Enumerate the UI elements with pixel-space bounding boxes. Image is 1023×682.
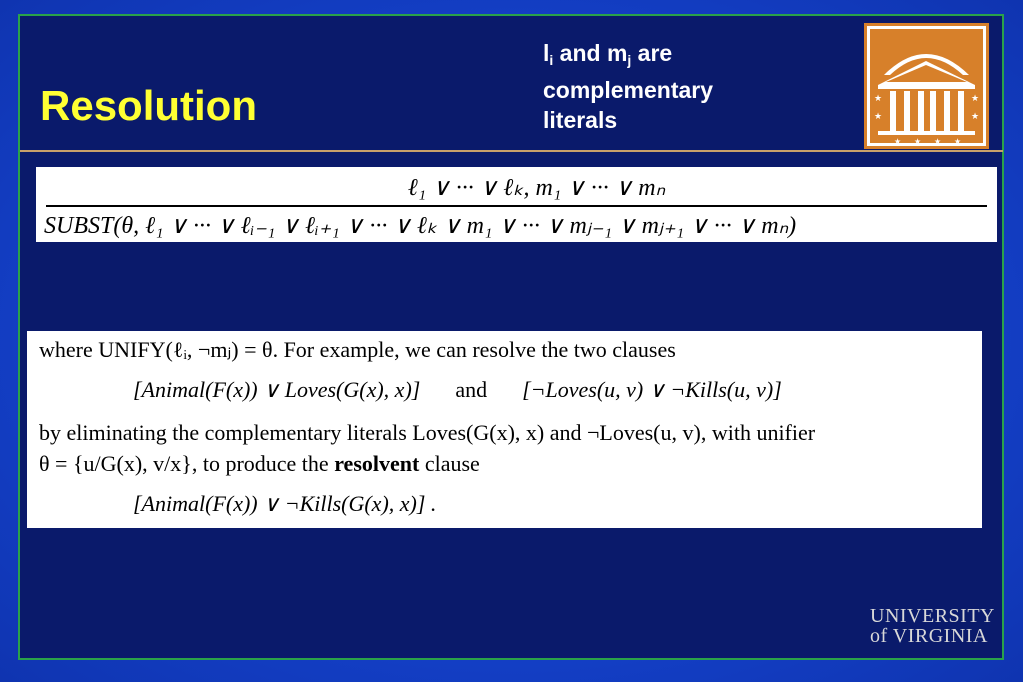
uva-line-1: UNIVERSITY bbox=[870, 605, 995, 627]
rule-conclusion: SUBST(θ, ℓ₁ ∨ ··· ∨ ℓᵢ₋₁ ∨ ℓᵢ₊₁ ∨ ··· ∨ ℓₖ ∨ m₁ ∨ ··· ∨ mⱼ₋₁ ∨ mⱼ₊₁ ∨ ··· ∨ mₙ) bbox=[44, 213, 797, 239]
example-line-2: [Animal(F(x)) ∨ Loves(G(x), x)] and [¬Loves(u, v) ∨ ¬Kills(u, v)] bbox=[133, 377, 782, 402]
rotunda-logo bbox=[864, 23, 989, 149]
example-line-5: [Animal(F(x)) ∨ ¬Kills(G(x), x)] . bbox=[133, 491, 437, 516]
complementary-note bbox=[543, 38, 713, 135]
svg-text:★: ★ bbox=[971, 111, 980, 121]
resolution-rule bbox=[36, 167, 997, 242]
uva-wordmark bbox=[870, 606, 995, 646]
header-divider bbox=[20, 150, 1003, 152]
svg-text:★: ★ bbox=[971, 93, 980, 103]
example-line-3: by eliminating the complementary literals Loves(G(x), x) and ¬Loves(u, v), with unifier bbox=[39, 420, 816, 445]
rule-premises: ℓ₁ ∨ ··· ∨ ℓₖ, m₁ ∨ ··· ∨ mₙ bbox=[407, 175, 666, 201]
slide-title: Resolution bbox=[40, 82, 257, 129]
svg-text:★: ★ bbox=[914, 137, 922, 146]
example-line-4: θ = {u/G(x), v/x}, to produce the resolvent clause bbox=[39, 451, 480, 476]
note-line-2: complementary bbox=[543, 77, 714, 103]
uva-line-2: of VIRGINIA bbox=[870, 625, 988, 647]
inference-bar bbox=[46, 205, 987, 207]
svg-text:★: ★ bbox=[894, 137, 902, 146]
resolution-example bbox=[27, 331, 982, 528]
svg-text:★: ★ bbox=[874, 93, 883, 103]
svg-text:★: ★ bbox=[954, 137, 962, 146]
note-line-1: $l_i$ and $m_j$ are bbox=[543, 40, 673, 68]
note-line-3: literals bbox=[543, 107, 618, 133]
svg-text:★: ★ bbox=[934, 137, 942, 146]
svg-text:★: ★ bbox=[874, 111, 883, 121]
example-line-1: where UNIFY(ℓᵢ, ¬mⱼ) = θ. For example, we can resolve the two clauses bbox=[39, 337, 676, 362]
